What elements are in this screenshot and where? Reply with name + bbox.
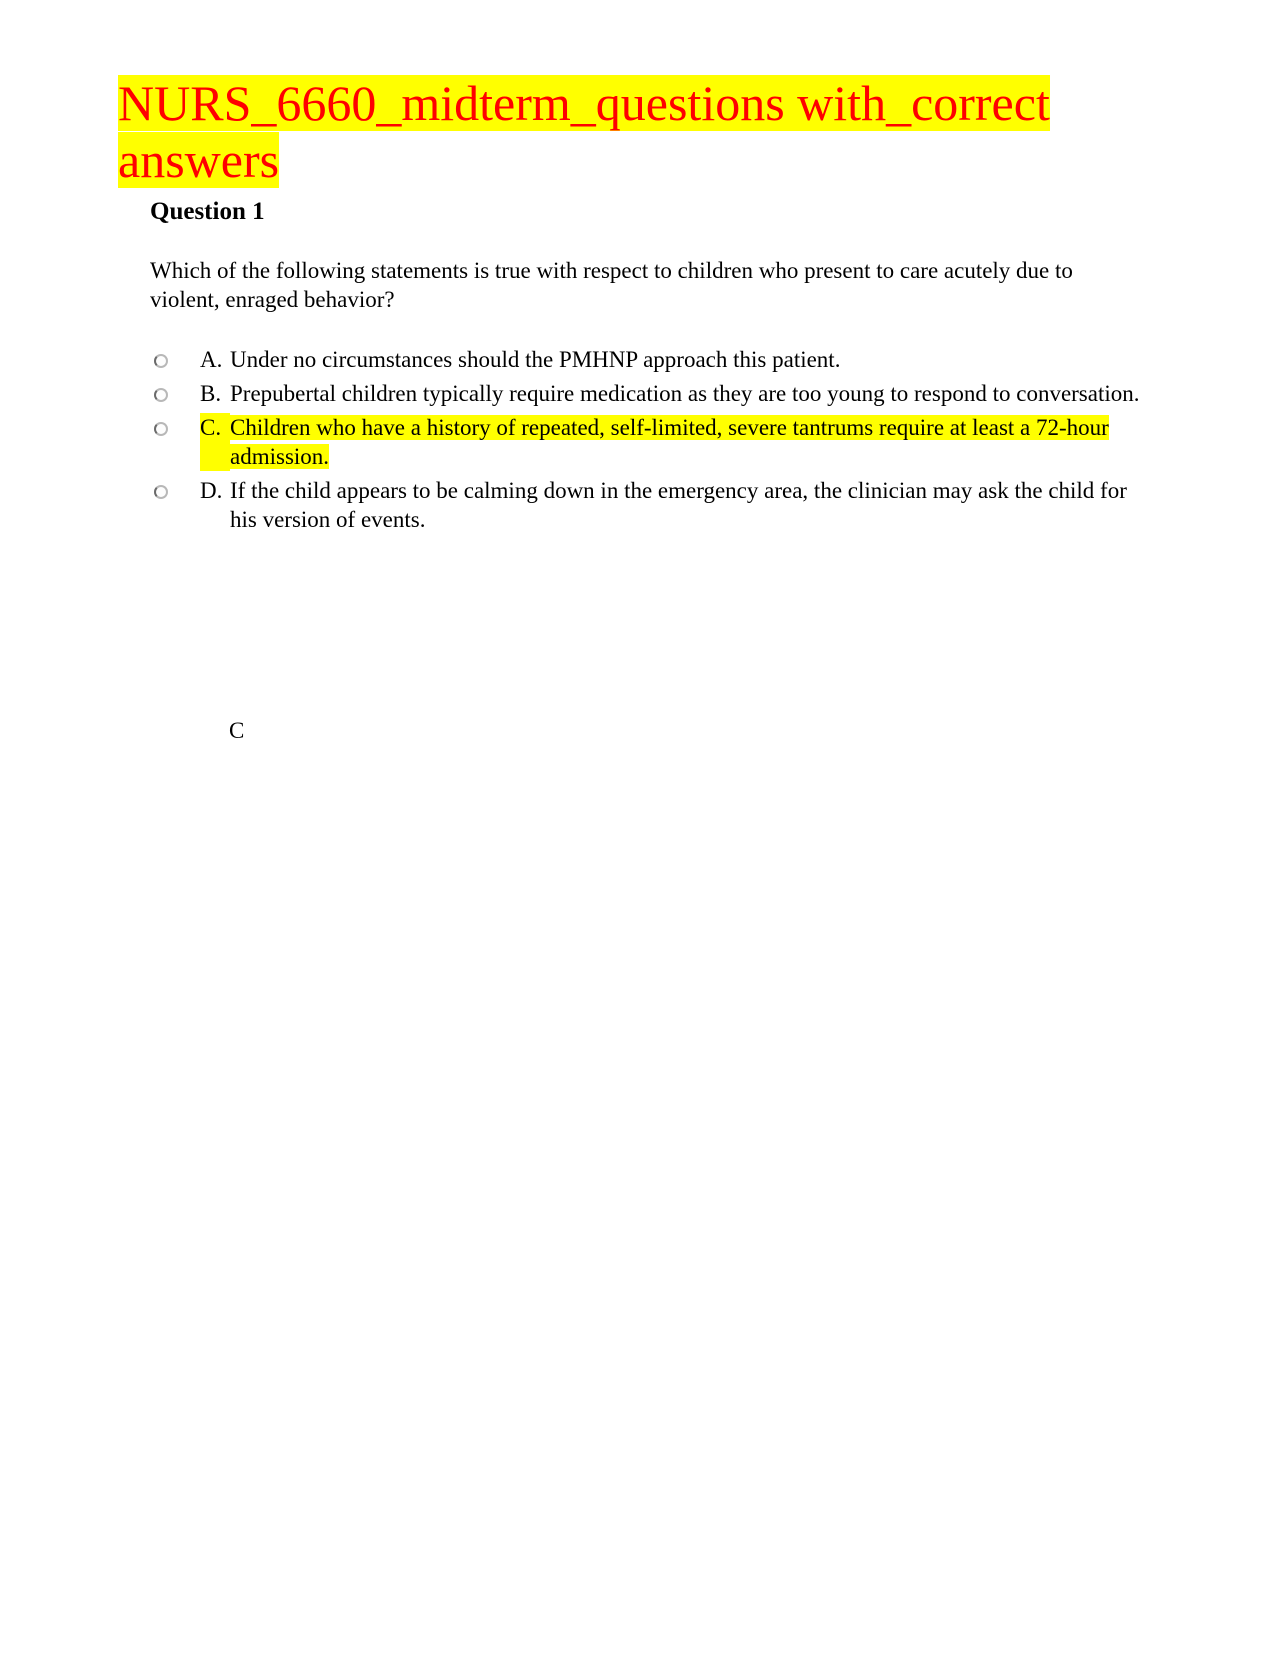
radio-button-c-icon[interactable] bbox=[154, 422, 168, 436]
answer-option-a-text: Under no circumstances should the PMHNP approach this patient. bbox=[230, 347, 841, 372]
answer-option-c-body bbox=[200, 413, 1150, 471]
radio-button-d-icon[interactable] bbox=[154, 485, 168, 499]
answer-option-d-body bbox=[200, 476, 1150, 534]
correct-answer: C bbox=[229, 718, 245, 743]
answer-option-c[interactable] bbox=[150, 413, 1150, 471]
radio-button-a-icon[interactable] bbox=[154, 354, 168, 368]
answer-option-b[interactable] bbox=[150, 379, 1150, 408]
question-text: Which of the following statements is true with respect to children who present to care acutely due to violent, enraged behavior? bbox=[150, 258, 1073, 312]
radio-button-b-icon[interactable] bbox=[154, 388, 168, 402]
answer-option-b-body bbox=[200, 379, 1150, 408]
answer-option-d-text: If the child appears to be calming down in the emergency area, the clinician may ask the child for his version of events. bbox=[230, 478, 1127, 532]
answer-option-d-letter: D. bbox=[200, 478, 223, 503]
answer-option-a-letter: A. bbox=[200, 347, 223, 372]
document-title bbox=[118, 75, 1118, 189]
answer-option-d[interactable] bbox=[150, 476, 1150, 534]
answer-option-c-highlight: Children who have a history of repeated, self-limited, severe tantrums require at least a 72-hour admission. bbox=[230, 415, 1109, 469]
answer-option-c-text bbox=[230, 413, 1150, 471]
answer-options-list bbox=[150, 345, 1150, 534]
question-heading: Question 1 bbox=[150, 198, 265, 225]
document-title-highlight: NURS_6660_midterm_questions with_correct answers bbox=[118, 75, 1050, 188]
answer-option-b-text: Prepubertal children typically require medication as they are too young to respond to conversation. bbox=[230, 381, 1140, 406]
answer-option-a[interactable] bbox=[150, 345, 1150, 374]
answer-option-c-letter: C. bbox=[200, 413, 230, 471]
answer-option-b-letter: B. bbox=[200, 381, 222, 406]
answer-option-a-body bbox=[200, 345, 1150, 374]
